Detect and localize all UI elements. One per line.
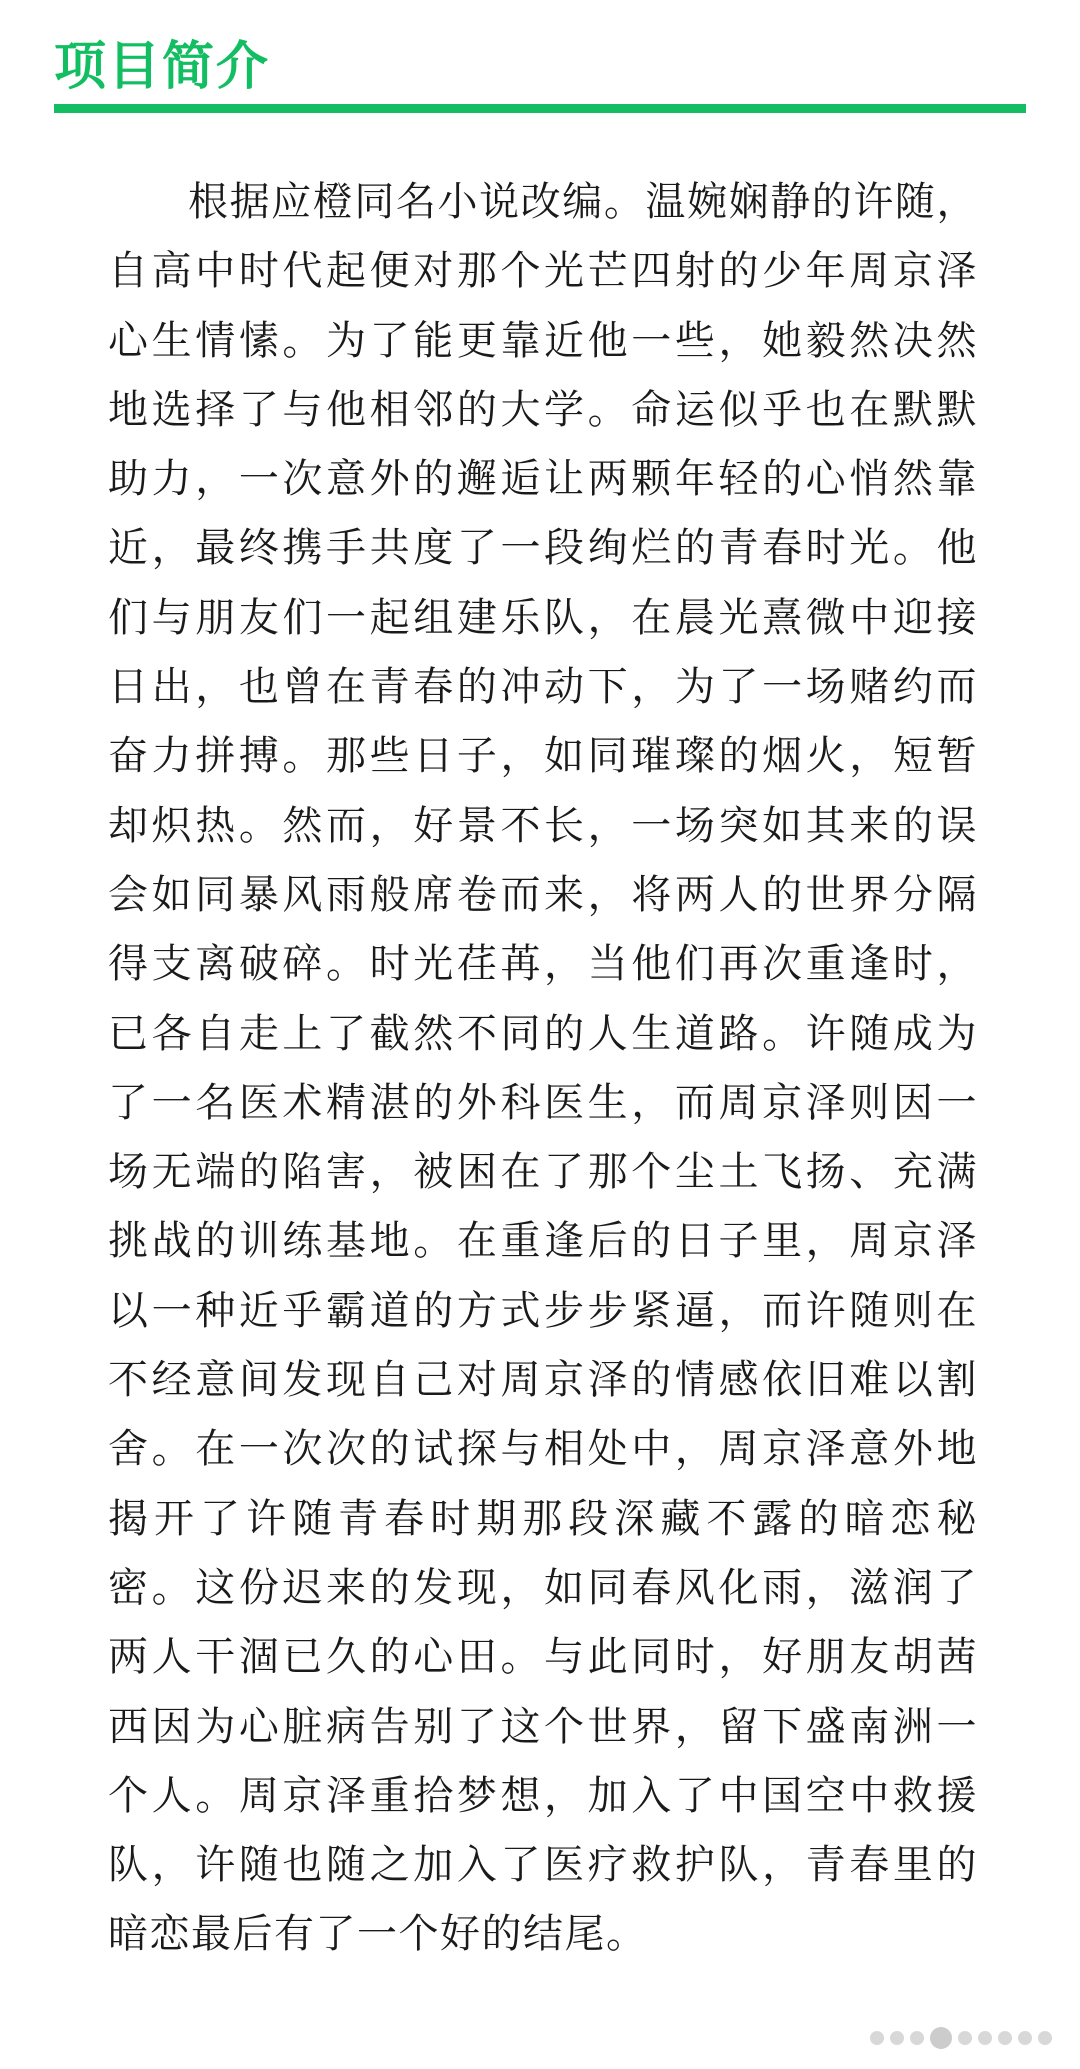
section-title: 项目简介 [54,37,271,97]
watermark-dot [1018,2031,1032,2045]
title-underline [54,104,1026,113]
watermark-dot [870,2031,884,2045]
watermark-dot [890,2031,904,2045]
watermark-dot [910,2031,924,2045]
watermark-dot [1038,2031,1052,2045]
synopsis-paragraph: 根据应橙同名小说改编。温婉娴静的许随，自高中时代起便对那个光芒四射的少年周京泽心生情愫。为了能更靠近他一些，她毅然决然地选择了与他相邻的大学。命运似乎也在默默助力，一次意外的邂逅让两颗年轻的心悄然靠近，最终携手共度了一段绚烂的青春时光。他们与朋友们一起组建乐队，在晨光熹微中迎接日出，也曾在青春的冲动下，为了一场赌约而奋力拼搏。那些日子，如同璀璨的烟火，短暂却炽热。然而，好景不长，一场突如其来的误会如同暴风雨般席卷而来，将两人的世界分隔得支离破碎。时光荏苒，当他们再次重逢时，已各自走上了截然不同的人生道路。许随成为了一名医术精湛的外科医生，而周京泽则因一场无端的陷害，被困在了那个尘土飞扬、充满挑战的训练基地。在重逢后的日子里，周京泽以一种近乎霸道的方式步步紧逼，而许随则在不经意间发现自己对周京泽的情感依旧难以割舍。在一次次的试探与相处中，周京泽意外地揭开了许随青春时期那段深藏不露的暗恋秘密。这份迟来的发现，如同春风化雨，滋润了两人干涸已久的心田。与此同时，好朋友胡茜西因为心脏病告别了这个世界，留下盛南洲一个人。周京泽重拾梦想，加入了中国空中救援队，许随也随之加入了医疗救护队，青春里的暗恋最后有了一个好的结尾。 [108,179,978,1958]
watermark-dots [870,2027,1052,2049]
watermark-dot [998,2031,1012,2045]
watermark-dot [930,2027,952,2049]
watermark-dot [978,2031,992,2045]
watermark-dot [958,2031,972,2045]
